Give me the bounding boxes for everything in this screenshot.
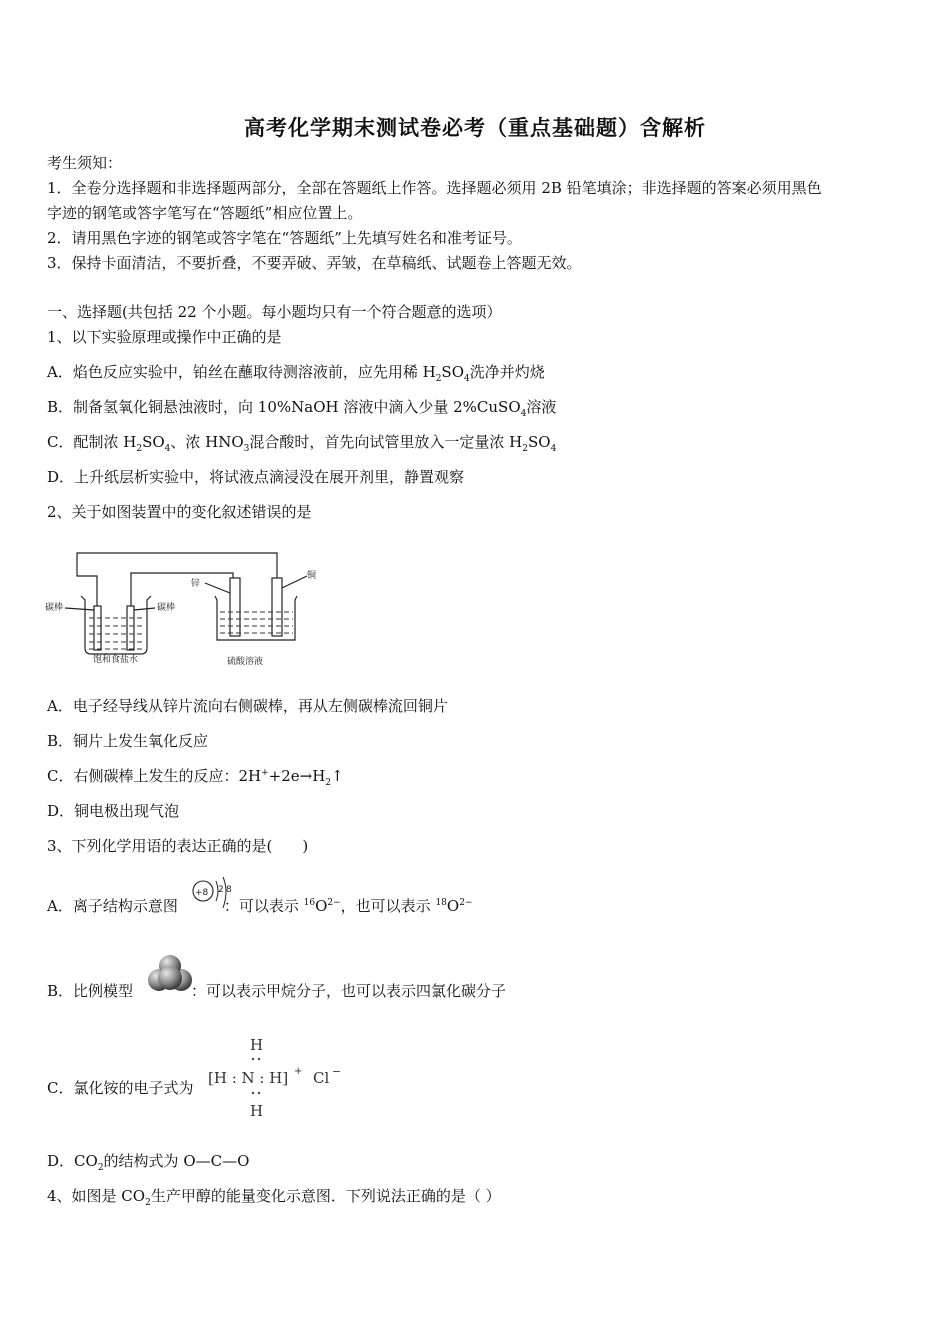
connecting-wire-outer <box>77 553 277 606</box>
question-3-option-b: B．比例模型 ：可以表示甲烷分子，也可以表示四氯化碳分子 <box>47 982 507 1000</box>
notice-item-1-line-1: 1．全卷分选择题和非选择题两部分，全部在答题纸上作答。选择题必须用 2B 铅笔填涂；非选择题的答案必须用黑色 <box>47 179 822 197</box>
question-4-stem: 4、如图是 $CO_2$生产甲醇的能量变化示意图．下列说法正确的是（ ） <box>47 1187 501 1208</box>
formula-center: [H : N : H] <box>208 1069 289 1087</box>
label-sulfuric-acid: 硫酸溶液 <box>227 657 264 667</box>
question-1-option-a: A．焰色反应实验中，铂丝在蘸取待测溶液前，应先用稀 $H_2SO_4$洗净并灼烧 <box>47 363 545 384</box>
question-2-stem: 2、关于如图装置中的变化叙述错误的是 <box>47 503 312 521</box>
notice-item-2: 2．请用黑色字迹的钢笔或答字笔在“答题纸”上先填写姓名和准考证号。 <box>47 229 522 247</box>
page-title: 高考化学期末测试卷必考（重点基础题）含解析 <box>244 116 706 140</box>
label-right-carbon-rod: 碳棒 <box>157 603 176 613</box>
question-1-option-c: C．配制浓 $H_2SO_4$、浓 $HNO_3$混合酸时，首先向试管里放入一定量浓 $H_2SO_4$ <box>47 433 557 454</box>
question-1-stem: 1、以下实验原理或操作中正确的是 <box>47 328 282 346</box>
question-3-stem: 3、下列化学用语的表达正确的是( ) <box>47 837 309 855</box>
question-1-option-b: B．制备氢氧化铜悬浊液时，向 10%NaOH 溶液中滴入少量 2%CuSO$_4$溶液 <box>47 398 557 419</box>
label-copper: 铜 <box>307 571 317 581</box>
question-2-option-d: D．铜电极出现气泡 <box>47 802 180 820</box>
question-3-option-a: A．离子结构示意图 ：可以表示 $^{16}O^{2-}$，也可以表示 $^{18}O^{2-}$ <box>47 897 473 915</box>
section-heading: 一、选择题(共包括 22 个小题。每小题均只有一个符合题意的选项） <box>47 303 502 321</box>
l-shell-electrons: 8 <box>226 885 232 895</box>
question-3-option-d: D．$CO_2$的结构式为 O—C—O <box>47 1152 250 1173</box>
question-2-option-c: C．右侧碳棒上发生的反应：$2H^++2e\to H_2↑$ <box>47 767 344 788</box>
formula-bottom-hydrogen: H <box>250 1102 264 1120</box>
copper-electrode <box>272 578 282 636</box>
zinc-electrode <box>230 578 240 636</box>
connecting-wire-inner <box>131 573 233 606</box>
question-3-option-c: C．氯化铵的电子式为 <box>47 1079 194 1097</box>
notice-item-1-line-2: 字迹的钢笔或答字笔写在“答题纸”相应位置上。 <box>47 204 363 222</box>
question-1-option-d: D．上升纸层析实验中，将试液点滴浸没在展开剂里，静置观察 <box>47 468 465 486</box>
notice-heading: 考生须知： <box>47 154 123 172</box>
left-beaker <box>81 596 151 654</box>
formula-top-hydrogen: H <box>250 1036 264 1054</box>
notice-item-3: 3．保持卡面清洁，不要折叠，不要弄破、弄皱，在草稿纸、试题卷上答题无效。 <box>47 254 582 272</box>
model-atom-center <box>158 966 182 990</box>
question-2-option-a: A．电子经导线从锌片流向右侧碳棒，再从左侧碳棒流回铜片 <box>47 697 448 715</box>
label-saturated-saltwater: 饱和食盐水 <box>93 655 139 665</box>
ammonium-chloride-electron-formula <box>208 1034 348 1122</box>
k-shell-electrons: 2 <box>218 885 224 895</box>
space-filling-model-image <box>146 952 194 996</box>
label-left-carbon-rod: 碳棒 <box>45 603 64 613</box>
right-carbon-rod <box>127 606 134 650</box>
formula-chloride-charge: − <box>332 1065 342 1078</box>
left-carbon-rod <box>94 606 101 650</box>
formula-charge: + <box>294 1066 303 1077</box>
nucleus-charge: +8 <box>195 888 209 898</box>
label-zinc: 锌 <box>191 579 201 589</box>
electrolysis-apparatus-figure <box>45 548 330 672</box>
formula-chloride: Cl <box>313 1069 330 1087</box>
question-2-option-b: B．铜片上发生氧化反应 <box>47 732 209 750</box>
oxygen-ion-structure-diagram <box>189 870 237 916</box>
